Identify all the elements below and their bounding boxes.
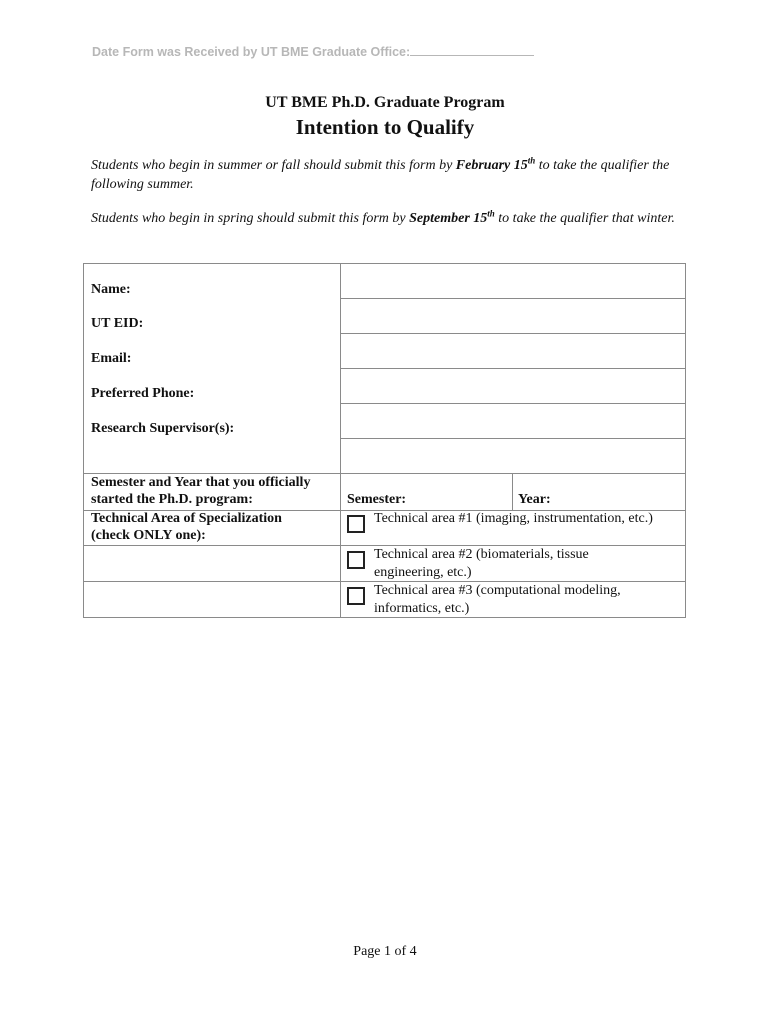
tech-area-1-checkbox[interactable]	[347, 515, 365, 533]
year-input[interactable]	[560, 474, 684, 509]
name-input[interactable]	[341, 264, 685, 298]
tech-area-3-label-line1: Technical area #3 (computational modeling,	[374, 583, 621, 598]
semester-label: Semester:	[347, 492, 407, 507]
start-semester-year-label-line1: Semester and Year that you officially	[91, 475, 311, 490]
eid-label: UT EID:	[91, 316, 144, 331]
semester-input[interactable]	[420, 474, 510, 509]
start-semester-year-label-line2: started the Ph.D. program:	[91, 492, 253, 507]
summer-fall-deadline: February 15	[455, 158, 528, 173]
phone-input[interactable]	[341, 369, 685, 403]
table-border-left	[83, 263, 84, 618]
page-number: Page 1 of 4	[353, 944, 417, 959]
date-received-label: Date Form was Received by UT BME Graduate Office:	[92, 45, 411, 59]
year-label: Year:	[518, 492, 551, 507]
date-received-line	[92, 45, 534, 59]
tech-area-2-label-line2: engineering, etc.)	[374, 565, 472, 580]
tech-area-1-label: Technical area #1 (imaging, instrumentation, etc.)	[374, 511, 653, 526]
supervisor-label: Research Supervisor(s):	[91, 421, 235, 436]
name-label: Name:	[91, 282, 131, 297]
date-received-blank[interactable]	[410, 45, 534, 56]
email-label: Email:	[91, 351, 132, 366]
tech-area-label-line2: (check ONLY one):	[91, 528, 206, 543]
summer-fall-instruction: Students who begin in summer or fall should submit this form by February 15th to take the qualifier the following summer.	[91, 155, 670, 192]
program-title: UT BME Ph.D. Graduate Program	[265, 94, 505, 111]
tech-area-3-checkbox[interactable]	[347, 587, 365, 605]
spring-instruction: Students who begin in spring should submit this form by September 15th to take the qualifier that winter.	[91, 208, 675, 226]
tech-area-3-label-line2: informatics, etc.)	[374, 601, 470, 616]
supervisor-input[interactable]	[341, 404, 685, 473]
tech-area-2-label-line1: Technical area #2 (biomaterials, tissue	[374, 547, 589, 562]
form-title: Intention to Qualify	[295, 115, 475, 139]
phone-label: Preferred Phone:	[91, 386, 195, 401]
tech-area-2-checkbox[interactable]	[347, 551, 365, 569]
email-input[interactable]	[341, 334, 685, 368]
spring-deadline: September 15	[409, 211, 488, 226]
table-divider-semester-year	[512, 473, 513, 510]
eid-input[interactable]	[341, 299, 685, 333]
table-border-right	[685, 263, 686, 618]
tech-area-label-line1: Technical Area of Specialization	[91, 511, 282, 526]
